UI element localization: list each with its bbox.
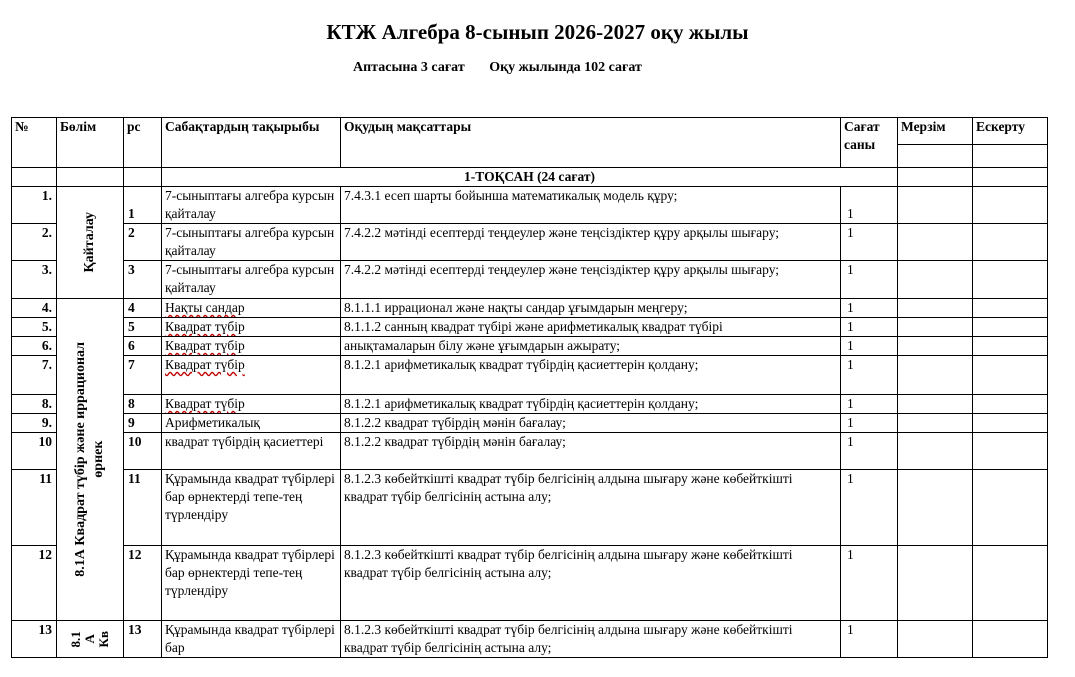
row-num: 11 — [12, 470, 57, 546]
row-hours: 1 — [841, 546, 898, 621]
row-topic: 7-сыныптағы алгебра курсын қайталау — [162, 261, 341, 299]
row-topic: 7-сыныптағы алгебра курсын қайталау — [162, 224, 341, 261]
table-row — [12, 356, 1048, 395]
row-note — [973, 356, 1048, 395]
row-goal: анықтамаларын білу және ұғымдарын ажырату; — [341, 337, 841, 356]
table-row — [12, 621, 1048, 658]
table-row — [12, 470, 1048, 546]
row-deadline — [898, 299, 973, 318]
row-goal: 8.1.2.1 арифметикалық квадрат түбірдің қасиеттерін қолдану; — [341, 356, 841, 395]
quarter-row — [12, 168, 1048, 187]
row-hours: 1 — [841, 261, 898, 299]
section-roots-label: 8.1А Квадрат түбір және иррационал өрнек — [73, 342, 106, 577]
row-goal: 8.1.2.1 арифметикалық квадрат түбірдің қасиеттерін қолдану; — [341, 395, 841, 414]
row-num: 2. — [12, 224, 57, 261]
header-note: Ескерту — [973, 118, 1048, 145]
row-rc: 6 — [124, 337, 162, 356]
row-note — [973, 433, 1048, 470]
header-deadline: Мерзім — [898, 118, 973, 145]
table-row — [12, 433, 1048, 470]
row-goal: 8.1.1.1 иррационал және нақты сандар ұғымдарын меңгеру; — [341, 299, 841, 318]
row-goal: 8.1.2.3 көбейткішті квадрат түбір белгісінің алдына шығару және көбейткішті квадрат түбір белгісінің астына алу; — [341, 621, 841, 658]
row-note — [973, 337, 1048, 356]
row-goal: 8.1.2.2 квадрат түбірдің мәнін бағалау; — [341, 414, 841, 433]
row-note — [973, 470, 1048, 546]
row-num: 3. — [12, 261, 57, 299]
row-note — [973, 299, 1048, 318]
row-deadline — [898, 224, 973, 261]
table-row — [12, 395, 1048, 414]
row-topic: Квадрат түбір — [165, 357, 245, 372]
row-topic: Квадрат түбір — [165, 396, 245, 411]
row-num: 7. — [12, 356, 57, 395]
row-note — [973, 621, 1048, 658]
row-goal: 7.4.2.2 мәтінді есептерді теңдеулер және теңсіздіктер құру арқылы шығару; — [341, 224, 841, 261]
section-roots-continued-label: 8.1 А Кв — [68, 630, 111, 648]
row-topic: квадрат түбірдің қасиеттері — [162, 433, 341, 470]
row-num: 10 — [12, 433, 57, 470]
header-topic: Сабақтардың тақырыбы — [162, 118, 341, 168]
row-deadline — [898, 433, 973, 470]
row-rc: 3 — [124, 261, 162, 299]
hours-per-year: Оқу жылында 102 сағат — [489, 60, 642, 75]
row-num: 9. — [12, 414, 57, 433]
table-row — [12, 337, 1048, 356]
row-topic: Нақты сандар — [165, 300, 245, 315]
row-deadline — [898, 546, 973, 621]
header-num: № — [12, 118, 57, 168]
curriculum-table — [11, 117, 1048, 658]
row-num: 13 — [12, 621, 57, 658]
row-deadline — [898, 318, 973, 337]
document-subtitle — [353, 60, 642, 76]
header-row — [12, 118, 1048, 145]
row-topic: Квадрат түбір — [165, 319, 245, 334]
row-hours: 1 — [841, 337, 898, 356]
row-deadline — [898, 261, 973, 299]
row-note — [973, 395, 1048, 414]
row-hours: 1 — [841, 395, 898, 414]
header-hours: Сағат саны — [841, 118, 898, 168]
row-deadline — [898, 470, 973, 546]
row-topic: Құрамында квадрат түбірлері бар өрнектерді тепе-тең түрлендіру — [162, 470, 341, 546]
row-goal: 7.4.2.2 мәтінді есептерді теңдеулер және теңсіздіктер құру арқылы шығару; — [341, 261, 841, 299]
row-rc: 12 — [124, 546, 162, 621]
row-hours: 1 — [841, 621, 898, 658]
row-hours: 1 — [841, 433, 898, 470]
header-note-sub — [973, 145, 1048, 168]
row-topic: Құрамында квадрат түбірлері бар өрнектерді тепе-тең түрлендіру — [162, 546, 341, 621]
table-row — [12, 546, 1048, 621]
row-rc: 10 — [124, 433, 162, 470]
row-goal: 8.1.2.3 көбейткішті квадрат түбір белгісінің алдына шығару және көбейткішті квадрат түбір белгісінің астына алу; — [341, 546, 841, 621]
row-note — [973, 318, 1048, 337]
row-hours: 1 — [841, 318, 898, 337]
document-title: КТЖ Алгебра 8-сынып 2026-2027 оқу жылы — [326, 20, 749, 44]
row-topic: 7-сыныптағы алгебра курсын қайталау — [162, 187, 341, 224]
row-note — [973, 224, 1048, 261]
table-row — [12, 187, 1048, 224]
row-deadline — [898, 187, 973, 224]
header-goals: Оқудың мақсаттары — [341, 118, 841, 168]
row-num: 8. — [12, 395, 57, 414]
table-row — [12, 318, 1048, 337]
row-num: 1. — [12, 187, 57, 224]
header-deadline-sub — [898, 145, 973, 168]
row-rc: 7 — [124, 356, 162, 395]
row-goal: 8.1.1.2 санның квадрат түбірі және арифметикалық квадрат түбірі — [341, 318, 841, 337]
section-roots-continued — [57, 621, 124, 658]
row-hours: 1 — [841, 356, 898, 395]
row-deadline — [898, 414, 973, 433]
row-hours: 1 — [841, 224, 898, 261]
row-rc: 2 — [124, 224, 162, 261]
row-note — [973, 546, 1048, 621]
row-deadline — [898, 395, 973, 414]
row-hours: 1 — [841, 414, 898, 433]
row-goal: 8.1.2.3 көбейткішті квадрат түбір белгісінің алдына шығару және көбейткішті квадрат түбір белгісінің астына алу; — [341, 470, 841, 546]
row-rc: 5 — [124, 318, 162, 337]
hours-per-week: Аптасына 3 сағат — [353, 60, 465, 75]
section-roots — [57, 299, 124, 621]
row-rc: 11 — [124, 470, 162, 546]
row-topic: Арифметикалық — [162, 414, 341, 433]
row-rc: 9 — [124, 414, 162, 433]
row-note — [973, 187, 1048, 224]
row-num: 5. — [12, 318, 57, 337]
row-rc: 1 — [124, 187, 162, 224]
row-num: 12 — [12, 546, 57, 621]
row-deadline — [898, 337, 973, 356]
section-review — [57, 187, 124, 299]
row-hours: 1 — [841, 299, 898, 318]
row-deadline — [898, 621, 973, 658]
table-row — [12, 414, 1048, 433]
row-hours: 1 — [841, 470, 898, 546]
row-rc: 13 — [124, 621, 162, 658]
row-num: 6. — [12, 337, 57, 356]
row-note — [973, 261, 1048, 299]
row-rc: 8 — [124, 395, 162, 414]
row-num: 4. — [12, 299, 57, 318]
header-rc: рс — [124, 118, 162, 168]
section-review-label: Қайталау — [82, 212, 97, 273]
row-deadline — [898, 356, 973, 395]
table-row — [12, 224, 1048, 261]
row-topic: Құрамында квадрат түбірлері бар — [162, 621, 341, 658]
row-goal: 7.4.3.1 есеп шарты бойынша математикалық модель құру; — [341, 187, 841, 224]
row-goal: 8.1.2.2 квадрат түбірдің мәнін бағалау; — [341, 433, 841, 470]
row-rc: 4 — [124, 299, 162, 318]
row-topic: Квадрат түбір — [165, 338, 245, 353]
row-note — [973, 414, 1048, 433]
table-row — [12, 261, 1048, 299]
header-section: Бөлім — [57, 118, 124, 168]
table-row — [12, 299, 1048, 318]
row-hours: 1 — [841, 187, 898, 224]
quarter-label: 1-ТОҚСАН (24 сағат) — [162, 168, 898, 187]
